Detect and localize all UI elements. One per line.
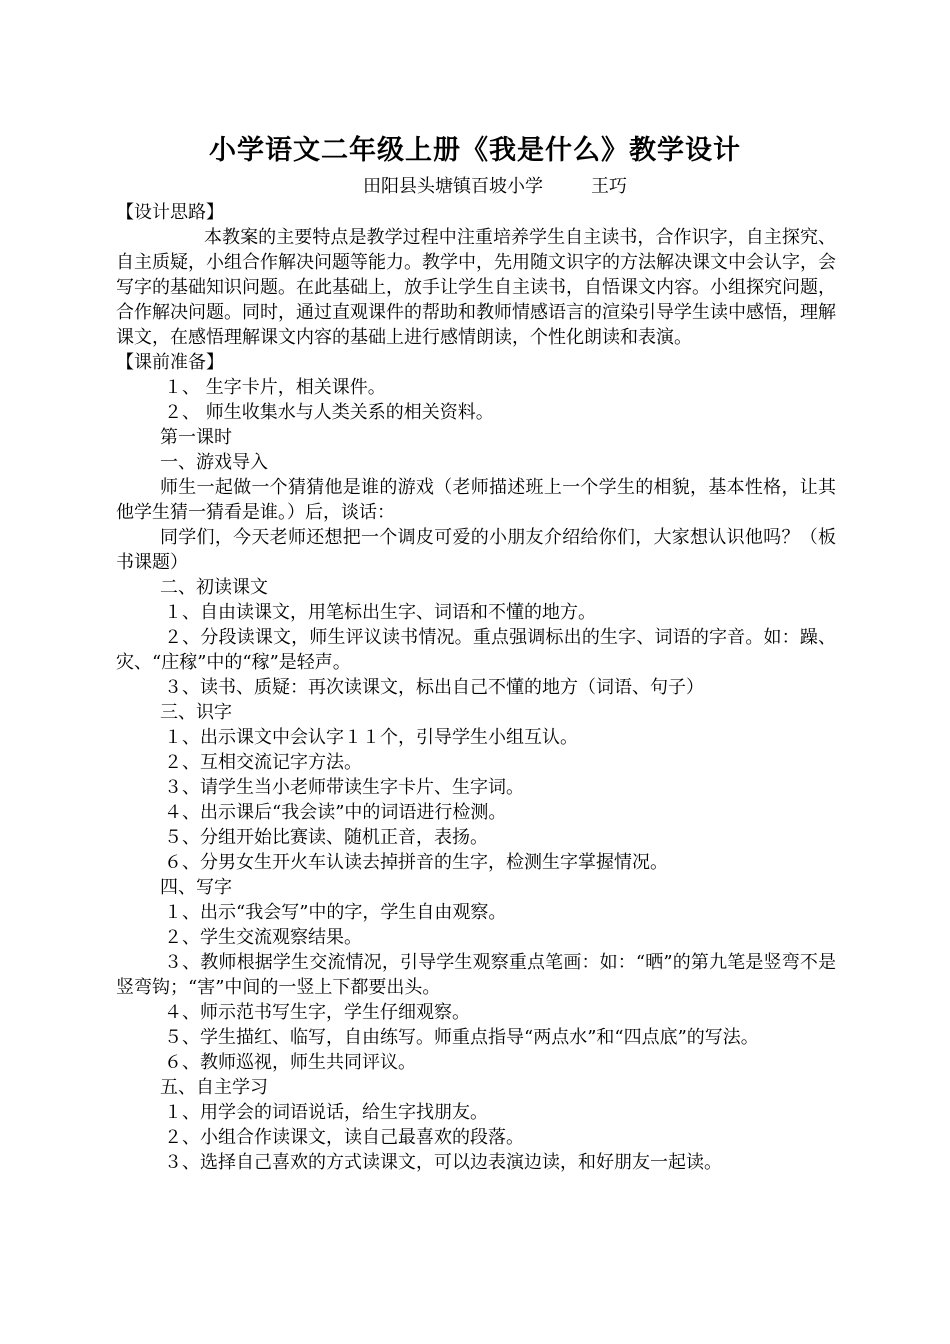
section-4-item-2: ２、学生交流观察结果。 bbox=[164, 927, 362, 948]
section-heading-design: 【设计思路】 bbox=[116, 202, 224, 223]
section-4-item-4: ４、师示范书写生字，学生仔细观察。 bbox=[164, 1002, 470, 1023]
document-body bbox=[116, 200, 836, 1175]
section-4-heading: 四、写字 bbox=[160, 877, 232, 898]
section-3-item-2: ２、互相交流记字方法。 bbox=[164, 752, 362, 773]
school-name: 田阳县头塘镇百坡小学 bbox=[363, 176, 543, 197]
section-1-heading: 一、游戏导入 bbox=[160, 452, 268, 473]
author-name: 王巧 bbox=[591, 176, 627, 197]
section-3-heading: 三、识字 bbox=[160, 702, 232, 723]
section-3-item-1: １、出示课文中会认字１１个，引导学生小组互认。 bbox=[164, 727, 578, 748]
section-2-item-1: １、自由读课文，用笔标出生字、词语和不懂的地方。 bbox=[164, 602, 596, 623]
section-4-item-5: ５、学生描红、临写，自由练写。师重点指导“两点水”和“四点底”的写法。 bbox=[164, 1027, 759, 1048]
design-paragraph: 本教案的主要特点是教学过程中注重培养学生自主读书，合作识字，自主探究、自主质疑，小组合作解决问题等能力。教学中，先用随文识字的方法解决课文中会认字，会写字的基础知识问题。在此基础上，放手让学生自主读书，自悟课文内容。小组探究问题，合作解决问题。同时，通过直观课件的帮助和教师情感语言的渲染引导学生读中感悟，理解课文，在感悟理解课文内容的基础上进行感情朗读，个性化朗读和表演。 bbox=[116, 227, 836, 348]
section-3-item-5: ５、分组开始比赛读、随机正音，表扬。 bbox=[164, 827, 488, 848]
lesson-heading: 第一课时 bbox=[160, 427, 232, 448]
section-5-item-1: １、用学会的词语说话，给生字找朋友。 bbox=[164, 1102, 488, 1123]
section-heading-prep: 【课前准备】 bbox=[116, 352, 224, 373]
document-title: 小学语文二年级上册《我是什么》教学设计 bbox=[209, 135, 741, 166]
section-3-item-4: ４、出示课后“我会读”中的词语进行检测。 bbox=[164, 802, 507, 823]
section-4-item-6: ６、教师巡视，师生共同评议。 bbox=[164, 1052, 416, 1073]
prep-item-1: １、 生字卡片，相关课件。 bbox=[164, 377, 386, 398]
section-5-item-3: ３、选择自己喜欢的方式读课文，可以边表演边读，和好朋友一起读。 bbox=[164, 1152, 722, 1173]
prep-item-2: ２、 师生收集水与人类关系的相关资料。 bbox=[164, 402, 494, 423]
byline bbox=[0, 174, 950, 200]
section-3-item-3: ３、请学生当小老师带读生字卡片、生字词。 bbox=[164, 777, 524, 798]
section-2-item-2: ２、分段读课文，师生评议读书情况。重点强调标出的生字、词语的字音。如：躁、灾、“庄稼”中的“稼”是轻声。 bbox=[116, 627, 836, 673]
section-2-heading: 二、初读课文 bbox=[160, 577, 268, 598]
section-1-paragraph-2: 同学们，今天老师还想把一个调皮可爱的小朋友介绍给你们，大家想认识他吗？（板书课题） bbox=[116, 527, 836, 573]
section-3-item-6: ６、分男女生开火车认读去掉拼音的生字，检测生字掌握情况。 bbox=[164, 852, 668, 873]
section-4-item-3: ３、教师根据学生交流情况，引导学生观察重点笔画：如：“晒”的第九笔是竖弯不是竖弯钩；“害”中间的一竖上下都要出头。 bbox=[116, 952, 836, 998]
section-2-item-3: ３、读书、质疑：再次读课文，标出自己不懂的地方（词语、句子） bbox=[164, 677, 704, 698]
section-1-paragraph-1: 师生一起做一个猜猜他是谁的游戏（老师描述班上一个学生的相貌，基本性格，让其他学生猜一猜看是谁。）后，谈话： bbox=[116, 477, 836, 523]
section-4-item-1: １、出示“我会写”中的字，学生自由观察。 bbox=[164, 902, 507, 923]
section-5-item-2: ２、小组合作读课文，读自己最喜欢的段落。 bbox=[164, 1127, 524, 1148]
section-5-heading: 五、自主学习 bbox=[160, 1077, 268, 1098]
